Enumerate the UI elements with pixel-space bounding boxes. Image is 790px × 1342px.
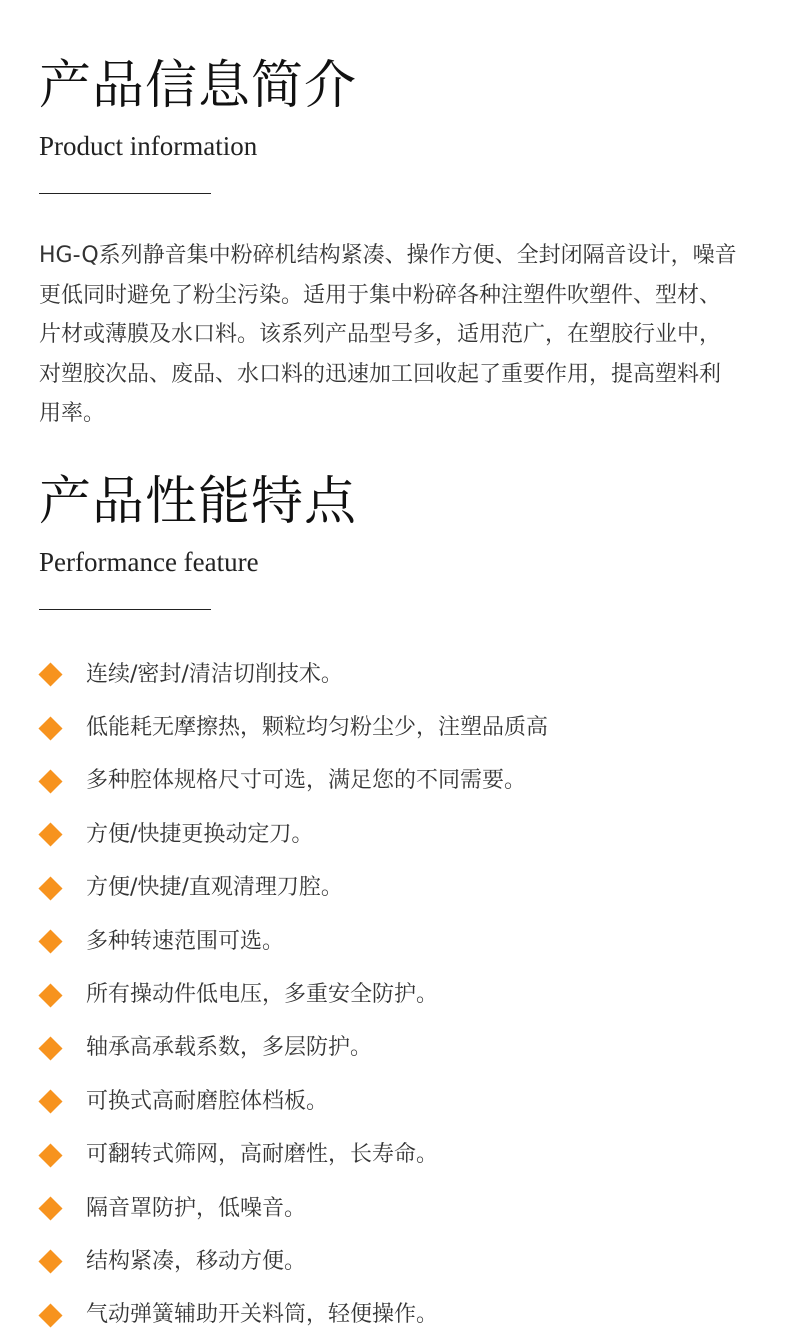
performance-header <box>39 472 739 578</box>
diamond-bullet-icon <box>38 716 62 740</box>
diamond-bullet-icon <box>38 1090 62 1114</box>
performance-title: 产品性能特点 <box>39 472 358 532</box>
feature-item <box>39 1022 759 1075</box>
feature-item <box>39 1129 759 1182</box>
feature-text: 多种腔体规格尺寸可选，满足您的不同需要。 <box>86 768 527 794</box>
feature-text: 连续/密封/清洁切削技术。 <box>86 661 343 687</box>
diamond-bullet-icon <box>38 1143 62 1167</box>
feature-text: 轴承高承载系数，多层防护。 <box>86 1035 373 1061</box>
feature-text: 可翻转式筛网，高耐磨性，长寿命。 <box>86 1142 439 1168</box>
feature-item <box>39 701 759 754</box>
product-info-header <box>39 56 739 162</box>
feature-item <box>39 1289 759 1342</box>
diamond-bullet-icon <box>38 930 62 954</box>
feature-item <box>39 862 759 915</box>
feature-item <box>39 968 759 1021</box>
diamond-bullet-icon <box>38 1250 62 1274</box>
feature-text: 低能耗无摩擦热，颗粒均匀粉尘少，注塑品质高 <box>86 715 549 741</box>
product-info-subtitle: Product information <box>39 131 258 161</box>
diamond-bullet-icon <box>38 1303 62 1327</box>
diamond-bullet-icon <box>38 1036 62 1060</box>
feature-text: 隔音罩防护，低噪音。 <box>86 1195 307 1221</box>
performance-subtitle: Performance feature <box>39 547 259 577</box>
product-info-title: 产品信息简介 <box>39 56 358 116</box>
feature-text: 可换式高耐磨腔体档板。 <box>86 1088 329 1114</box>
performance-divider <box>39 609 211 610</box>
feature-text: 多种转速范围可选。 <box>86 928 285 954</box>
diamond-bullet-icon <box>38 823 62 847</box>
feature-item <box>39 648 759 701</box>
diamond-bullet-icon <box>38 663 62 687</box>
diamond-bullet-icon <box>38 769 62 793</box>
diamond-bullet-icon <box>38 1197 62 1221</box>
feature-text: 方便/快捷/直观清理刀腔。 <box>86 875 343 901</box>
feature-text: 气动弹簧辅助开关料筒，轻便操作。 <box>86 1302 439 1328</box>
feature-item <box>39 755 759 808</box>
feature-text: 方便/快捷更换动定刀。 <box>86 821 314 847</box>
feature-item <box>39 915 759 968</box>
product-info-description: HG-Q系列静音集中粉碎机结构紧凑、操作方便、全封闭隔音设计，噪音更低同时避免了粉尘污染。适用于集中粉碎各种注塑件吹塑件、型材、片材或薄膜及水口料。该系列产品型号多，适用范广，在塑胶行业中，对塑胶次品、废品、水口料的迅速加工回收起了重要作用，提高塑料利用率。 <box>39 243 737 426</box>
feature-text: 所有操动件低电压，多重安全防护。 <box>86 982 439 1008</box>
feature-item <box>39 1182 759 1235</box>
feature-item <box>39 1235 759 1288</box>
feature-text: 结构紧凑，移动方便。 <box>86 1248 307 1274</box>
diamond-bullet-icon <box>38 983 62 1007</box>
feature-list <box>39 648 759 1342</box>
feature-item <box>39 1075 759 1128</box>
product-info-divider <box>39 193 211 194</box>
diamond-bullet-icon <box>38 876 62 900</box>
feature-item <box>39 808 759 861</box>
